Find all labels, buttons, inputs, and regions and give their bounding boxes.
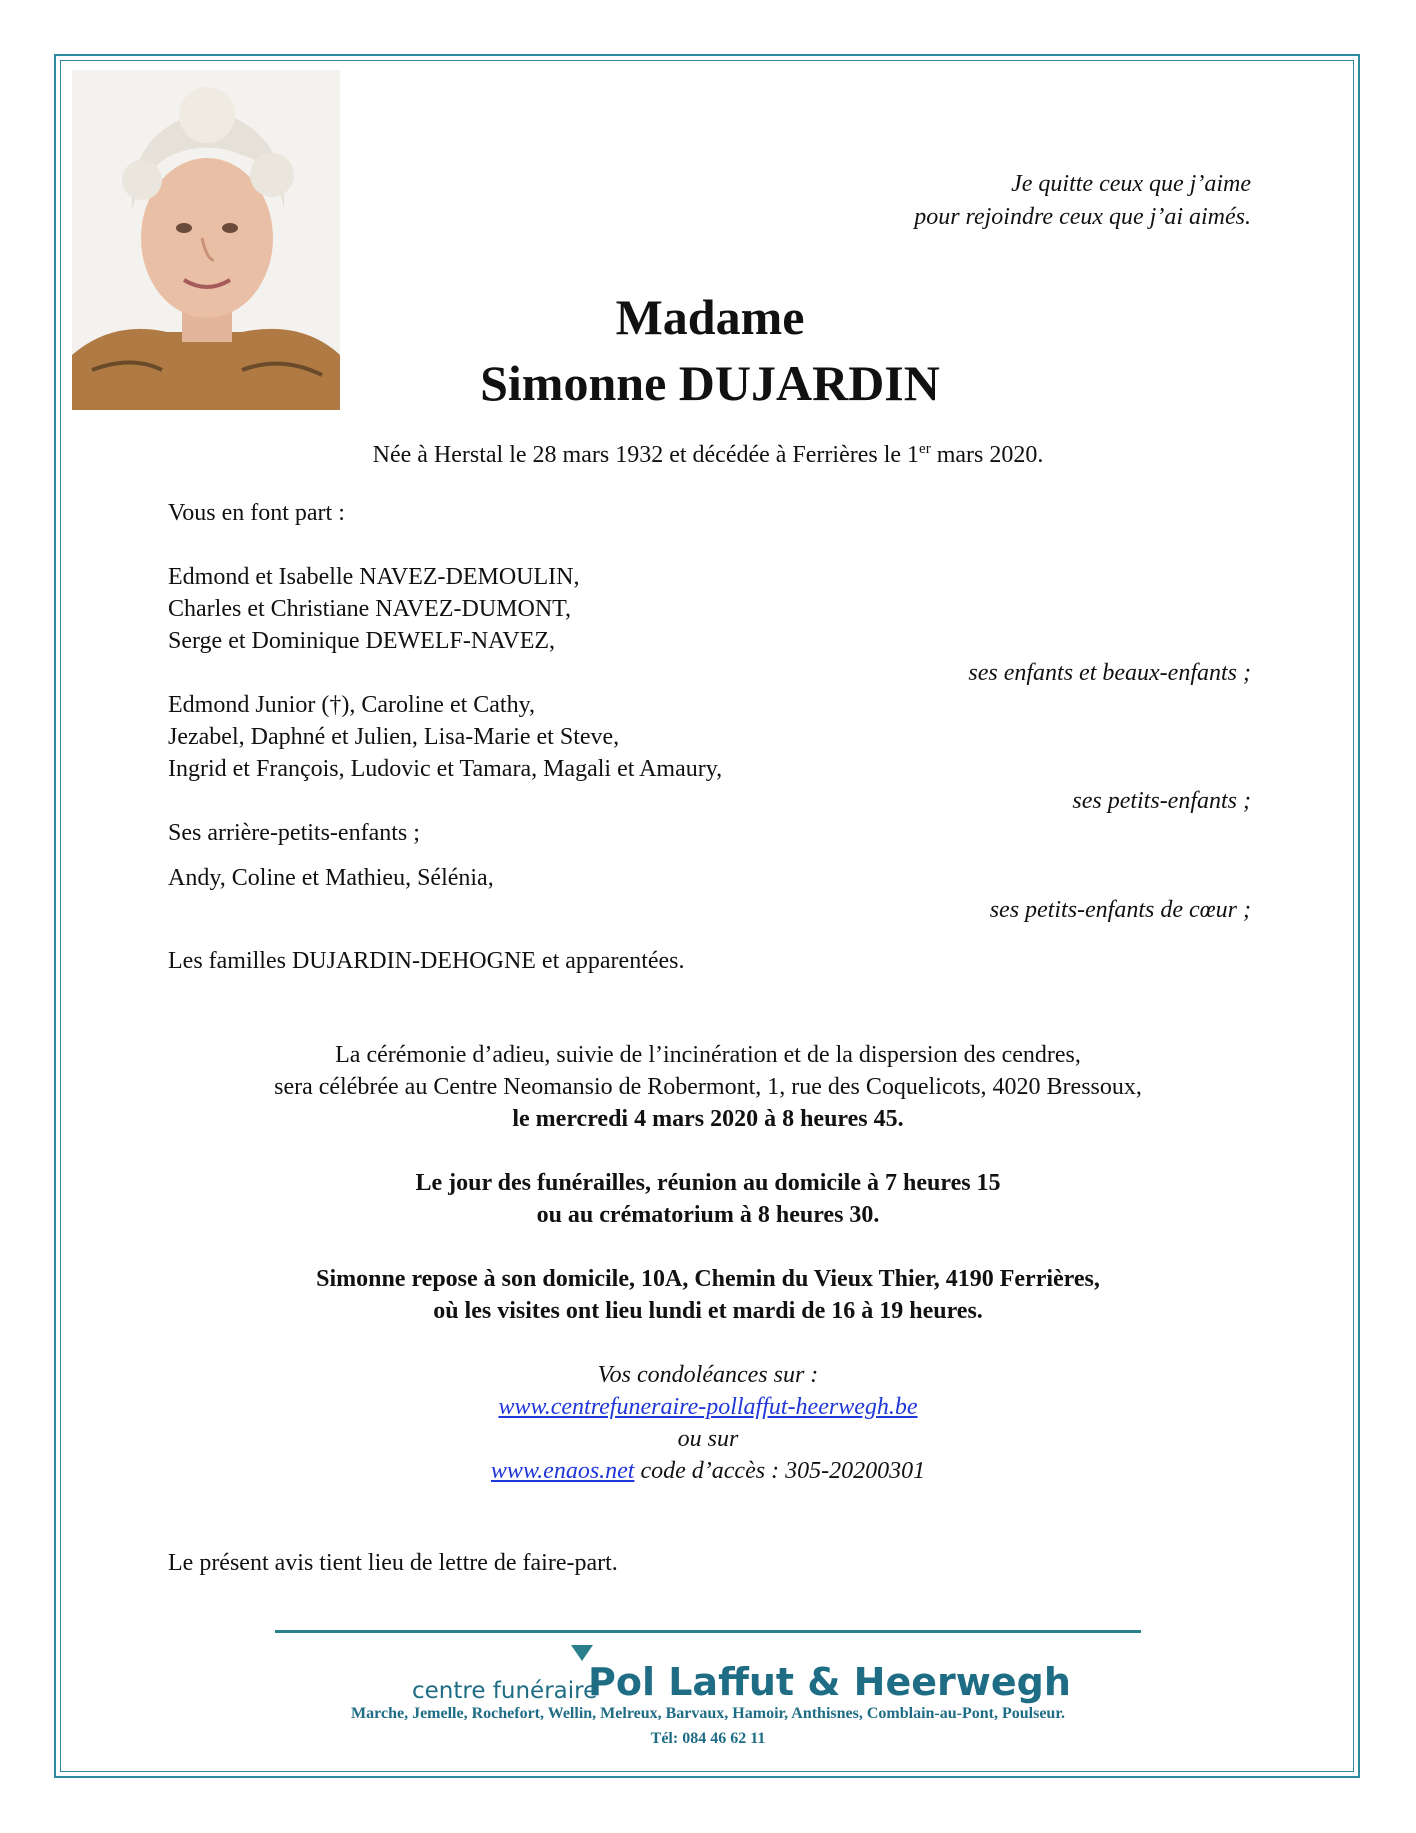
footer-phone: Tél: 084 46 62 11: [650, 1730, 766, 1747]
logo-brand: Pol Laffut & Heerwegh: [588, 1660, 1071, 1704]
quote-line-2: pour rejoindre ceux que j’ai aimés.: [914, 204, 1251, 230]
list-item: Edmond et Isabelle NAVEZ-DEMOULIN,: [168, 564, 580, 590]
funeral-center-link[interactable]: www.centrefuneraire-pollaffut-heerwegh.be: [498, 1394, 918, 1420]
quote-line-1: Je quitte ceux que j’aime: [1011, 171, 1251, 197]
footer-places: Marche, Jemelle, Rochefort, Wellin, Melreux, Barvaux, Hamoir, Anthisnes, Comblain-au-Pont, Poulseur.: [351, 1705, 1065, 1722]
children-role: ses enfants et beaux-enfants ;: [968, 660, 1251, 686]
access-code: code d’accès : 305-20200301: [634, 1458, 926, 1484]
ceremony-line: La cérémonie d’adieu, suivie de l’incinération et de la dispersion des cendres,: [335, 1042, 1081, 1068]
families-text: Les familles DUJARDIN-DEHOGNE et apparentées.: [168, 948, 685, 974]
footer-divider: [275, 1630, 1141, 1633]
ceremony-line: sera célébrée au Centre Neomansio de Robermont, 1, rue des Coquelicots, 4020 Bressoux,: [274, 1074, 1142, 1100]
list-item: Edmond Junior (†), Caroline et Cathy,: [168, 692, 536, 718]
heart-grandchildren-role: ses petits-enfants de cœur ;: [989, 897, 1251, 923]
announce-text: Vous en font part :: [168, 500, 345, 526]
birth-death-text: Née à Herstal le 28 mars 1932 et décédée à Ferrières le 1: [372, 442, 920, 468]
condolences-block: [150, 1359, 1266, 1487]
great-grandchildren: Ses arrière-petits-enfants ;: [168, 820, 420, 846]
salutation: Madame: [615, 289, 805, 345]
rest-line: où les visites ont lieu lundi et mardi de 16 à 19 heures.: [433, 1298, 983, 1324]
notice-text: Le présent avis tient lieu de lettre de faire-part.: [168, 1550, 618, 1576]
enaos-link[interactable]: www.enaos.net: [490, 1458, 635, 1484]
list-item: Jezabel, Daphné et Julien, Lisa-Marie et Steve,: [168, 724, 620, 750]
ceremony-date: le mercredi 4 mars 2020 à 8 heures 45.: [512, 1106, 904, 1132]
triangle-icon: [571, 1645, 593, 1661]
heart-grandchildren-list: Andy, Coline et Mathieu, Sélénia,: [168, 865, 494, 891]
birth-death-end: mars 2020.: [930, 442, 1044, 468]
grandchildren-role: ses petits-enfants ;: [1072, 788, 1251, 814]
list-item: Ingrid et François, Ludovic et Tamara, Magali et Amaury,: [168, 756, 723, 782]
epigraph-quote: [914, 168, 1251, 234]
condolences-or: ou sur: [677, 1426, 739, 1452]
children-list: [168, 561, 579, 657]
meeting-line: ou au crématorium à 8 heures 30.: [536, 1202, 880, 1228]
condolences-intro: Vos condoléances sur :: [597, 1362, 819, 1388]
logo-small-text: centre funéraire: [412, 1678, 598, 1704]
birth-death-line: [150, 433, 1266, 471]
ceremony-block: [150, 1039, 1266, 1135]
list-item: Serge et Dominique DEWELF-NAVEZ,: [168, 628, 556, 654]
meeting-line: Le jour des funérailles, réunion au domicile à 7 heures 15: [415, 1170, 1001, 1196]
deceased-name: Simonne DUJARDIN: [480, 355, 940, 411]
meeting-block: [150, 1167, 1266, 1231]
grandchildren-list: [168, 689, 722, 785]
list-item: Charles et Christiane NAVEZ-DUMONT,: [168, 596, 572, 622]
rest-line: Simonne repose à son domicile, 10A, Chemin du Vieux Thier, 4190 Ferrières,: [316, 1266, 1100, 1292]
birth-death-sup: er: [919, 441, 931, 457]
portrait-photo: [72, 70, 340, 410]
rest-block: [150, 1263, 1266, 1327]
